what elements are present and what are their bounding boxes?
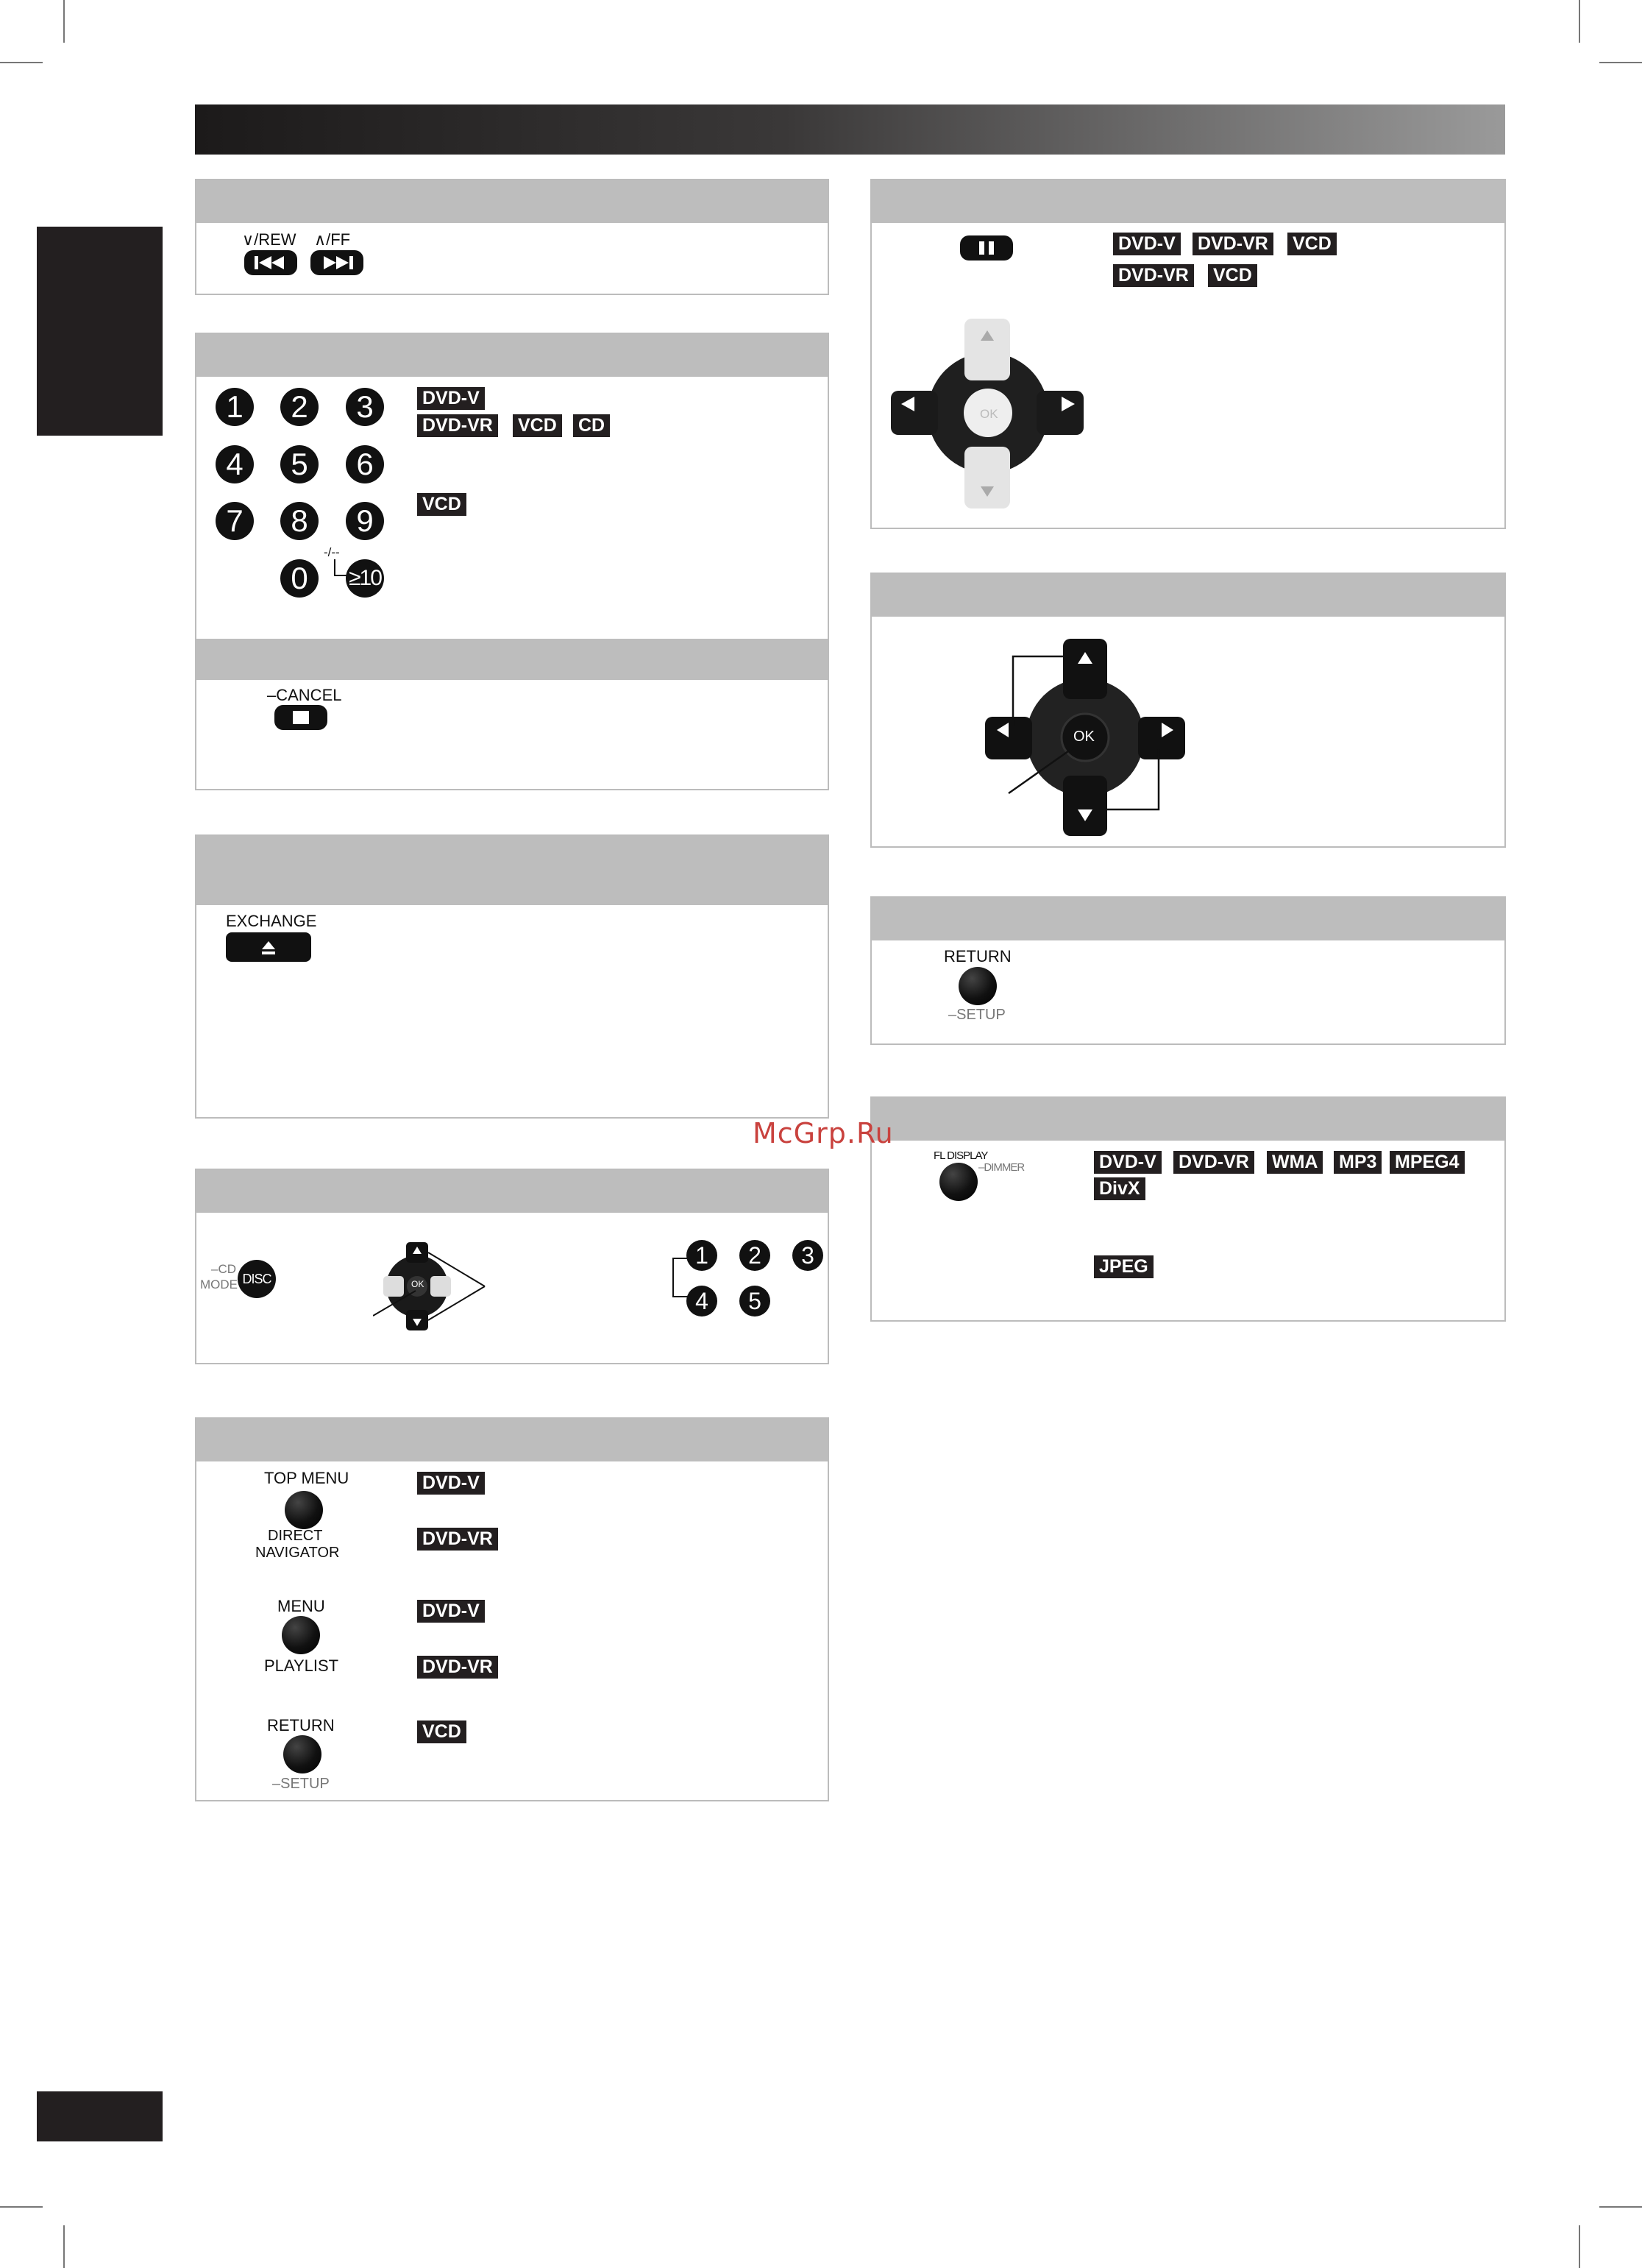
side-tab [37, 227, 163, 436]
panel-heading [196, 334, 828, 377]
skip-forward-button[interactable] [310, 250, 363, 275]
disc-panel [195, 1169, 829, 1364]
setup-label: –SETUP [948, 1007, 1006, 1023]
crop-mark [0, 62, 43, 63]
format-tag: DivX [1094, 1177, 1145, 1200]
disc-number-3: 3 [792, 1240, 823, 1271]
panel-heading [872, 180, 1504, 223]
direct-label: DIRECT [268, 1528, 323, 1544]
return-label: RETURN [267, 1716, 335, 1734]
disc-number-5: 5 [739, 1286, 770, 1316]
cursor-pad-small[interactable] [373, 1227, 542, 1345]
navigator-label: NAVIGATOR [255, 1545, 340, 1561]
format-tag: DVD-VR [417, 414, 498, 437]
format-tag: DVD-V [417, 1600, 485, 1623]
cd-mode-label: –CD [211, 1262, 237, 1276]
disc-number-1: 1 [686, 1240, 717, 1271]
format-tag: MPEG4 [1390, 1151, 1465, 1174]
eject-button[interactable] [226, 932, 311, 962]
format-tag: VCD [417, 1721, 466, 1743]
format-tag: WMA [1267, 1151, 1323, 1174]
number-button-1[interactable]: 1 [216, 388, 254, 426]
format-tag: DVD-V [1094, 1151, 1162, 1174]
number-button-0[interactable]: 0 [280, 559, 319, 598]
format-tag: DVD-VR [417, 1528, 498, 1551]
skip-back-icon [244, 250, 297, 275]
return-label: RETURN [944, 947, 1012, 965]
ok-label: OK [411, 1279, 424, 1289]
fl-display-label: FL DISPLAY [934, 1149, 988, 1162]
panel-heading [196, 836, 828, 905]
rew-label: ∨/REW [242, 230, 296, 249]
pause-button[interactable] [960, 235, 1013, 261]
skip-forward-icon [310, 250, 363, 275]
dimmer-label: –DIMMER [978, 1161, 1025, 1174]
panel-heading [196, 1170, 828, 1213]
header-bar [195, 104, 1505, 155]
number-button-9[interactable]: 9 [346, 502, 384, 540]
cursor-panel [870, 573, 1506, 848]
disc-button[interactable]: DISC [238, 1260, 276, 1298]
cancel-label: –CANCEL [267, 686, 342, 704]
pause-panel [870, 179, 1506, 529]
format-tag: DVD-VR [1113, 264, 1194, 287]
cancel-button[interactable] [274, 705, 327, 730]
menu-button[interactable] [282, 1616, 320, 1654]
watermark: McGrp.Ru [753, 1117, 894, 1149]
dash-connector [333, 559, 350, 581]
number-button-5[interactable]: 5 [280, 445, 319, 483]
return-panel [870, 896, 1506, 1045]
cancel-heading [196, 639, 828, 680]
format-tag: DVD-VR [1193, 233, 1273, 255]
pause-icon [960, 235, 1013, 261]
number-button-3[interactable]: 3 [346, 388, 384, 426]
crop-mark [63, 0, 65, 43]
disc-number-2: 2 [739, 1240, 770, 1271]
menu-panel [195, 1417, 829, 1801]
ff-label: ∧/FF [314, 230, 351, 249]
disc-number-4: 4 [686, 1286, 717, 1316]
top-menu-label: TOP MENU [264, 1469, 349, 1487]
playlist-label: PLAYLIST [264, 1656, 339, 1675]
format-tag: JPEG [1094, 1255, 1154, 1278]
crop-mark [0, 2206, 43, 2208]
stop-icon [274, 705, 327, 730]
crop-mark [1599, 2206, 1642, 2208]
skip-panel [195, 179, 829, 295]
format-tag: DVD-V [1113, 233, 1181, 255]
menu-label: MENU [277, 1597, 325, 1615]
crop-mark [63, 2225, 65, 2268]
exchange-panel [195, 834, 829, 1119]
return-button[interactable] [283, 1735, 321, 1773]
skip-back-button[interactable] [244, 250, 297, 275]
fl-display-button[interactable] [939, 1163, 978, 1201]
panel-heading [196, 1419, 828, 1461]
dash-label: -/-- [324, 545, 340, 559]
format-tag: DVD-V [417, 387, 485, 410]
format-tag: DVD-VR [417, 1656, 498, 1679]
crop-mark [1579, 0, 1580, 43]
format-tag: MP3 [1334, 1151, 1382, 1174]
number-button-4[interactable]: 4 [216, 445, 254, 483]
eject-icon [226, 932, 311, 962]
format-tag: CD [573, 414, 610, 437]
ten-plus-button[interactable]: ≥10 [346, 559, 384, 598]
page-number-tab [37, 2091, 163, 2141]
crop-mark [1599, 62, 1642, 63]
setup-label: –SETUP [272, 1776, 330, 1792]
exchange-label: EXCHANGE [226, 912, 317, 930]
ok-label: OK [1073, 729, 1095, 745]
panel-heading [196, 180, 828, 223]
ok-label: OK [980, 407, 998, 421]
format-tag: VCD [417, 493, 466, 516]
mode-label: MODE [200, 1277, 238, 1291]
panel-heading [872, 898, 1504, 940]
number-button-6[interactable]: 6 [346, 445, 384, 483]
number-button-7[interactable]: 7 [216, 502, 254, 540]
format-tag: DVD-V [417, 1472, 485, 1495]
format-tag: DVD-VR [1173, 1151, 1254, 1174]
panel-heading [872, 1098, 1504, 1141]
display-panel [870, 1096, 1506, 1322]
numbers-panel [195, 333, 829, 790]
format-tag: VCD [1208, 264, 1257, 287]
format-tag: VCD [513, 414, 562, 437]
panel-heading [872, 574, 1504, 617]
top-menu-button[interactable] [285, 1491, 323, 1529]
crop-mark [1579, 2225, 1580, 2268]
return-button[interactable] [959, 967, 997, 1005]
number-button-8[interactable]: 8 [280, 502, 319, 540]
format-tag: VCD [1287, 233, 1337, 255]
number-button-2[interactable]: 2 [280, 388, 319, 426]
